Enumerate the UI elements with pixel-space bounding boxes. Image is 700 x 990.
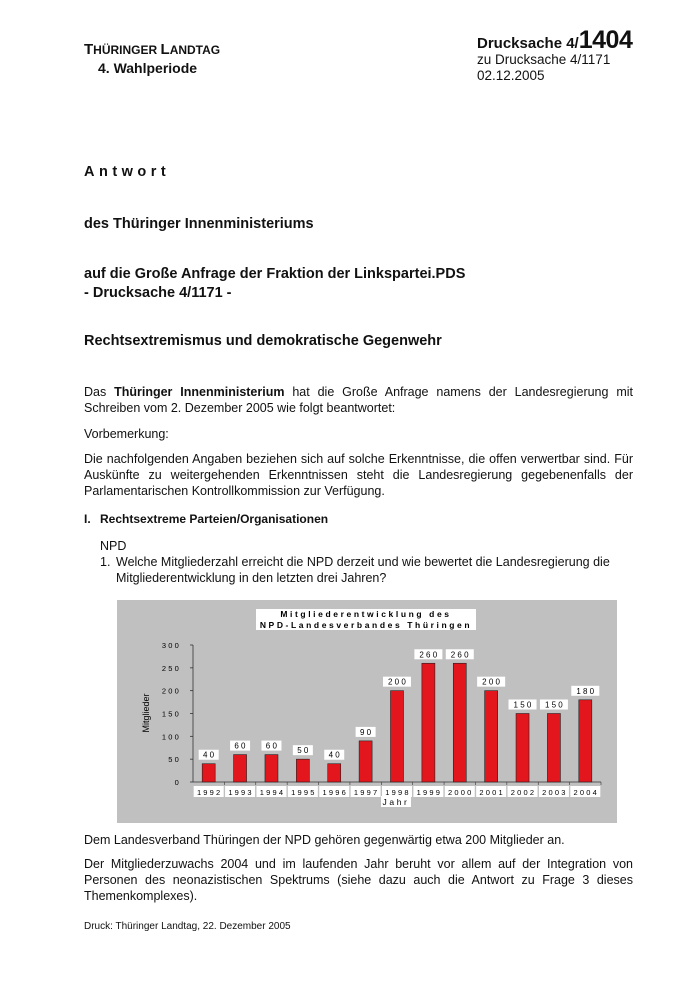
x-tick-label-2002: 2002 (510, 788, 537, 797)
x-tick-label-1992: 1992 (196, 788, 223, 797)
section-heading (84, 512, 328, 526)
subject-heading: Rechtsextremismus und demokratische Gegenwehr (84, 333, 442, 349)
intro-rest: hat die Große Anfrage namens der Landesregierung mit Schreiben vom 2. Dezember 2005 wie folgt beantwortet: (84, 385, 633, 415)
x-tick-label-1996: 1996 (322, 788, 348, 797)
y-axis-label: Mitglieder (141, 693, 151, 733)
answer-heading: Antwort (84, 164, 171, 180)
y-tick-label: 150 (161, 709, 181, 719)
x-tick-label-1998: 1998 (385, 788, 411, 797)
data-label-2004: 180 (576, 686, 597, 696)
x-tick-label-2001: 2001 (479, 788, 505, 797)
y-tick-label: 50 (168, 755, 181, 765)
x-tick-label-1994: 1994 (259, 788, 286, 797)
inquiry-line-2: - Drucksache 4/1171 - (84, 285, 232, 301)
y-tick-label: 0 (174, 778, 181, 787)
x-tick-label-2000: 2000 (448, 788, 474, 797)
inquiry-heading (84, 265, 465, 303)
answer-paragraph-2: Der Mitgliederzuwachs 2004 und im laufenden Jahr beruht vor allem auf der Integration von Personen des neonazistischen Spektrums (siehe dazu auch die Antwort zu Frage 3 dieses Themenkomplexes). (84, 857, 633, 903)
data-label-2003: 150 (544, 700, 565, 710)
question-block (100, 538, 633, 585)
intro-paragraph (84, 384, 633, 416)
parliament-initial-2: L (160, 41, 170, 58)
y-tick-label: 200 (161, 686, 181, 696)
document-reference (477, 26, 633, 84)
bar-1995 (296, 759, 309, 782)
bar-2000 (453, 663, 466, 782)
bar-2002 (516, 714, 529, 783)
data-label-1998: 200 (388, 677, 408, 687)
preface-label: Vorbemerkung: (84, 427, 169, 441)
bar-1992 (202, 764, 215, 782)
bar-2003 (547, 714, 560, 783)
question-text: Welche Mitgliederzahl erreicht die NPD derzeit und wie bewertet die Landesregierung die Mitgliederentwicklung in den letzten drei Jahren? (116, 555, 610, 585)
section-title: Rechtsextreme Parteien/Organisationen (100, 512, 329, 526)
print-footer: Druck: Thüringer Landtag, 22. Dezember 2005 (84, 921, 291, 932)
data-label-2000: 260 (450, 650, 471, 660)
x-tick-label-1993: 1993 (228, 788, 254, 797)
data-label-2001: 200 (482, 677, 503, 687)
x-tick-label-1997: 1997 (353, 788, 380, 797)
bar-1998 (391, 691, 404, 782)
reference-document: zu Drucksache 4/1171 (477, 52, 611, 67)
bar-1993 (234, 755, 247, 782)
data-label-1999: 260 (419, 650, 440, 660)
document-label: Drucksache 4/ (477, 35, 579, 52)
x-tick-label-1999: 1999 (416, 788, 443, 797)
chart-title-line-2: NPD-Landesverbandes Thüringen (259, 620, 473, 630)
x-tick-label-2004: 2004 (573, 788, 600, 797)
preface-text: Die nachfolgenden Angaben beziehen sich auf solche Erkenntnisse, die offen verwertbar sind. Für Auskünfte zu weitergehenden Erkenntnissen steht die Landesregierung gegebenenfalls der Parlamentarischen Kontrollkommission zur Verfügung. (84, 452, 633, 498)
question-number: 1. (100, 555, 111, 569)
x-tick-label-1995: 1995 (291, 788, 317, 797)
y-tick-label: 100 (161, 732, 181, 742)
document-date: 02.12.2005 (477, 68, 545, 83)
bar-1994 (265, 755, 278, 782)
chart-canvas (117, 600, 617, 823)
ministry-heading: des Thüringer Innenministeriums (84, 216, 314, 232)
intro-ministry: Thüringer Innenministerium (114, 385, 285, 399)
y-tick-label: 300 (161, 641, 181, 650)
data-label-1996: 40 (328, 750, 342, 760)
section-numeral: I. (84, 512, 91, 526)
data-label-1997: 90 (359, 727, 374, 737)
data-label-2002: 150 (513, 700, 534, 710)
parliament-name-part-1: HÜRINGER (93, 43, 161, 57)
data-label-1992: 40 (203, 750, 217, 760)
bar-1997 (359, 741, 372, 782)
chart-title-line-1: Mitgliederentwicklung des (280, 609, 452, 619)
document-number: 1404 (578, 26, 633, 54)
data-label-1995: 50 (297, 746, 311, 756)
bar-2001 (485, 691, 498, 782)
inquiry-line-1: auf die Große Anfrage der Fraktion der Linkspartei.PDS (84, 266, 466, 282)
data-label-1993: 60 (234, 741, 248, 751)
x-axis-label: Jahr (382, 797, 410, 807)
parliament-name (84, 40, 220, 59)
document-number-line (477, 26, 633, 54)
bar-1999 (422, 663, 435, 782)
answer-paragraph-1: Dem Landesverband Thüringen der NPD gehören gegenwärtig etwa 200 Mitglieder an. (84, 833, 565, 847)
y-tick-label: 250 (161, 663, 181, 673)
x-tick-label-2003: 2003 (542, 788, 568, 797)
data-label-1994: 60 (265, 741, 280, 751)
bar-2004 (579, 700, 592, 782)
parliament-name-part-2: ANDTAG (169, 43, 221, 57)
membership-chart (117, 600, 617, 823)
parliament-initial-1: T (84, 41, 94, 58)
parliament-header (84, 40, 220, 77)
intro-lead: Das (84, 385, 115, 399)
question-topic: NPD (100, 539, 127, 553)
legislative-period: 4. Wahlperiode (98, 60, 198, 76)
bar-1996 (328, 764, 341, 782)
